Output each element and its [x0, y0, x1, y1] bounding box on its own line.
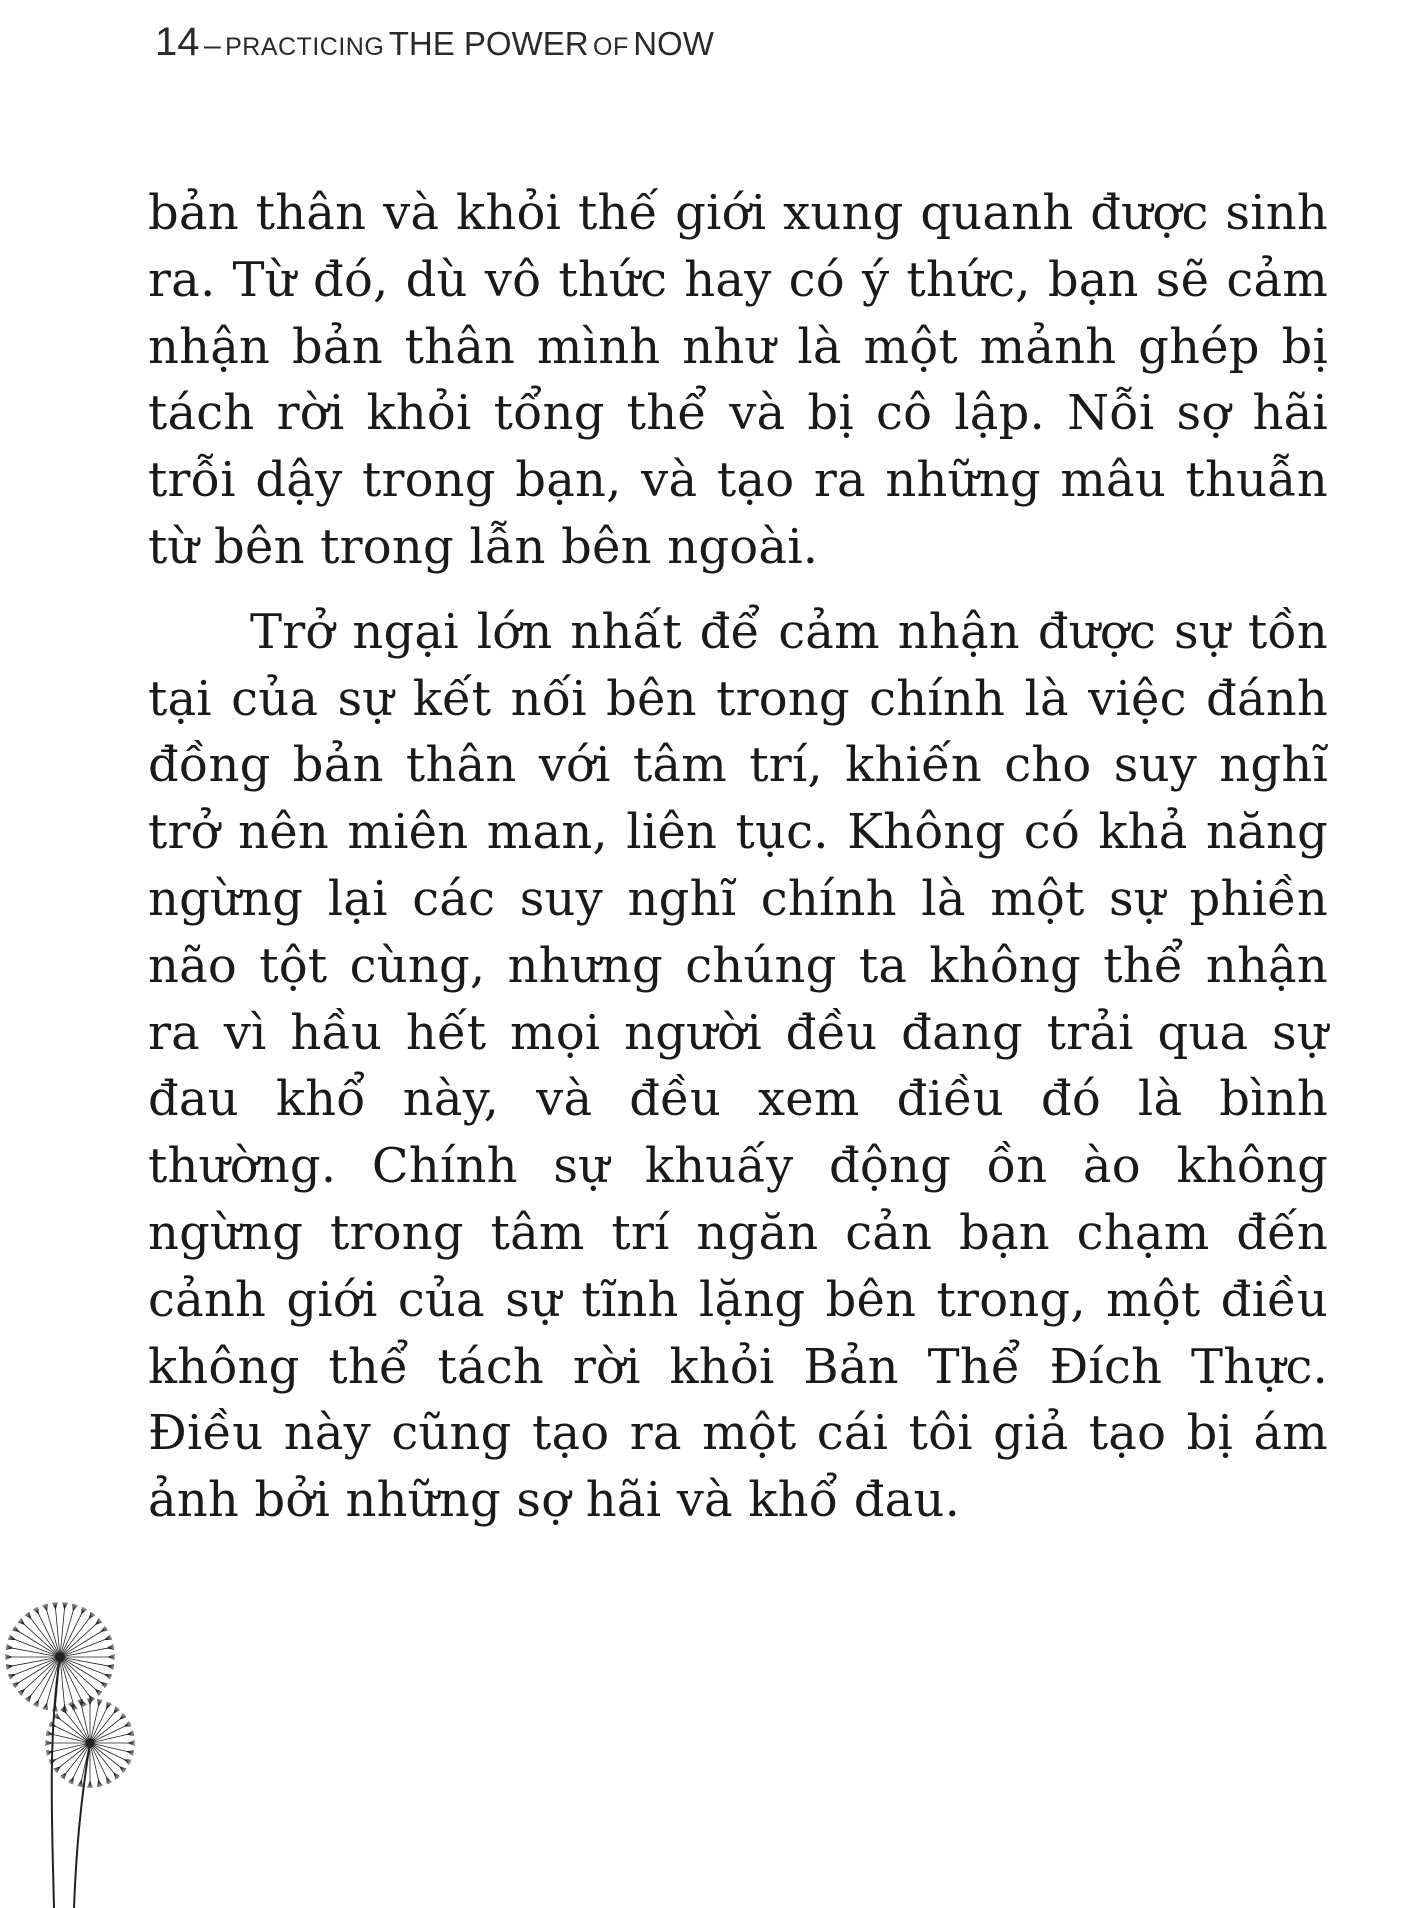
paragraph-2: Trở ngại lớn nhất để cảm nhận được sự tồn tại của sự kết nối bên trong chính là việc đánh đồng bản thân với tâm trí, khiến cho suy nghĩ trở nên miên man, liên tục. Không có khả năng ngừng lại các suy nghĩ chính là một sự phiền não tột cùng, nhưng chúng ta không thể nhận ra vì hầu hết mọi người đều đang trải qua sự đau khổ này, và đều xem điều đó là bình thường. Chính sự khuấy động ồn ào không ngừng trong tâm trí ngăn cản bạn chạm đến cảnh giới của sự tĩnh lặng bên trong, một điều không thể tách rời khỏi Bản Thể Đích Thực. Điều này cũng tạo ra một cái tôi giả tạo bị ám ảnh bởi những sợ hãi và khổ đau. — [148, 603, 1328, 1529]
paragraph-1: bản thân và khỏi thế giới xung quanh được sinh ra. Từ đó, dù vô thức hay có ý thức, bạn sẽ cảm nhận bản thân mình như là một mảnh ghép bị tách rời khỏi tổng thể và bị cô lập. Nỗi sợ hãi trỗi dậy trong bạn, và tạo ra những mâu thuẫn từ bên trong lẫn bên ngoài. — [148, 185, 1328, 575]
header-word-of: OF — [593, 33, 629, 61]
dandelion-icon — [0, 1585, 150, 1908]
header-word-now: NOW — [633, 25, 714, 62]
running-header — [155, 14, 714, 79]
header-word-the-power: THE POWER — [388, 25, 589, 62]
header-word-practicing: PRACTICING — [225, 33, 385, 61]
page-number: 14 — [155, 20, 200, 64]
header-dash: – — [203, 29, 221, 62]
body-text — [148, 180, 1328, 1534]
